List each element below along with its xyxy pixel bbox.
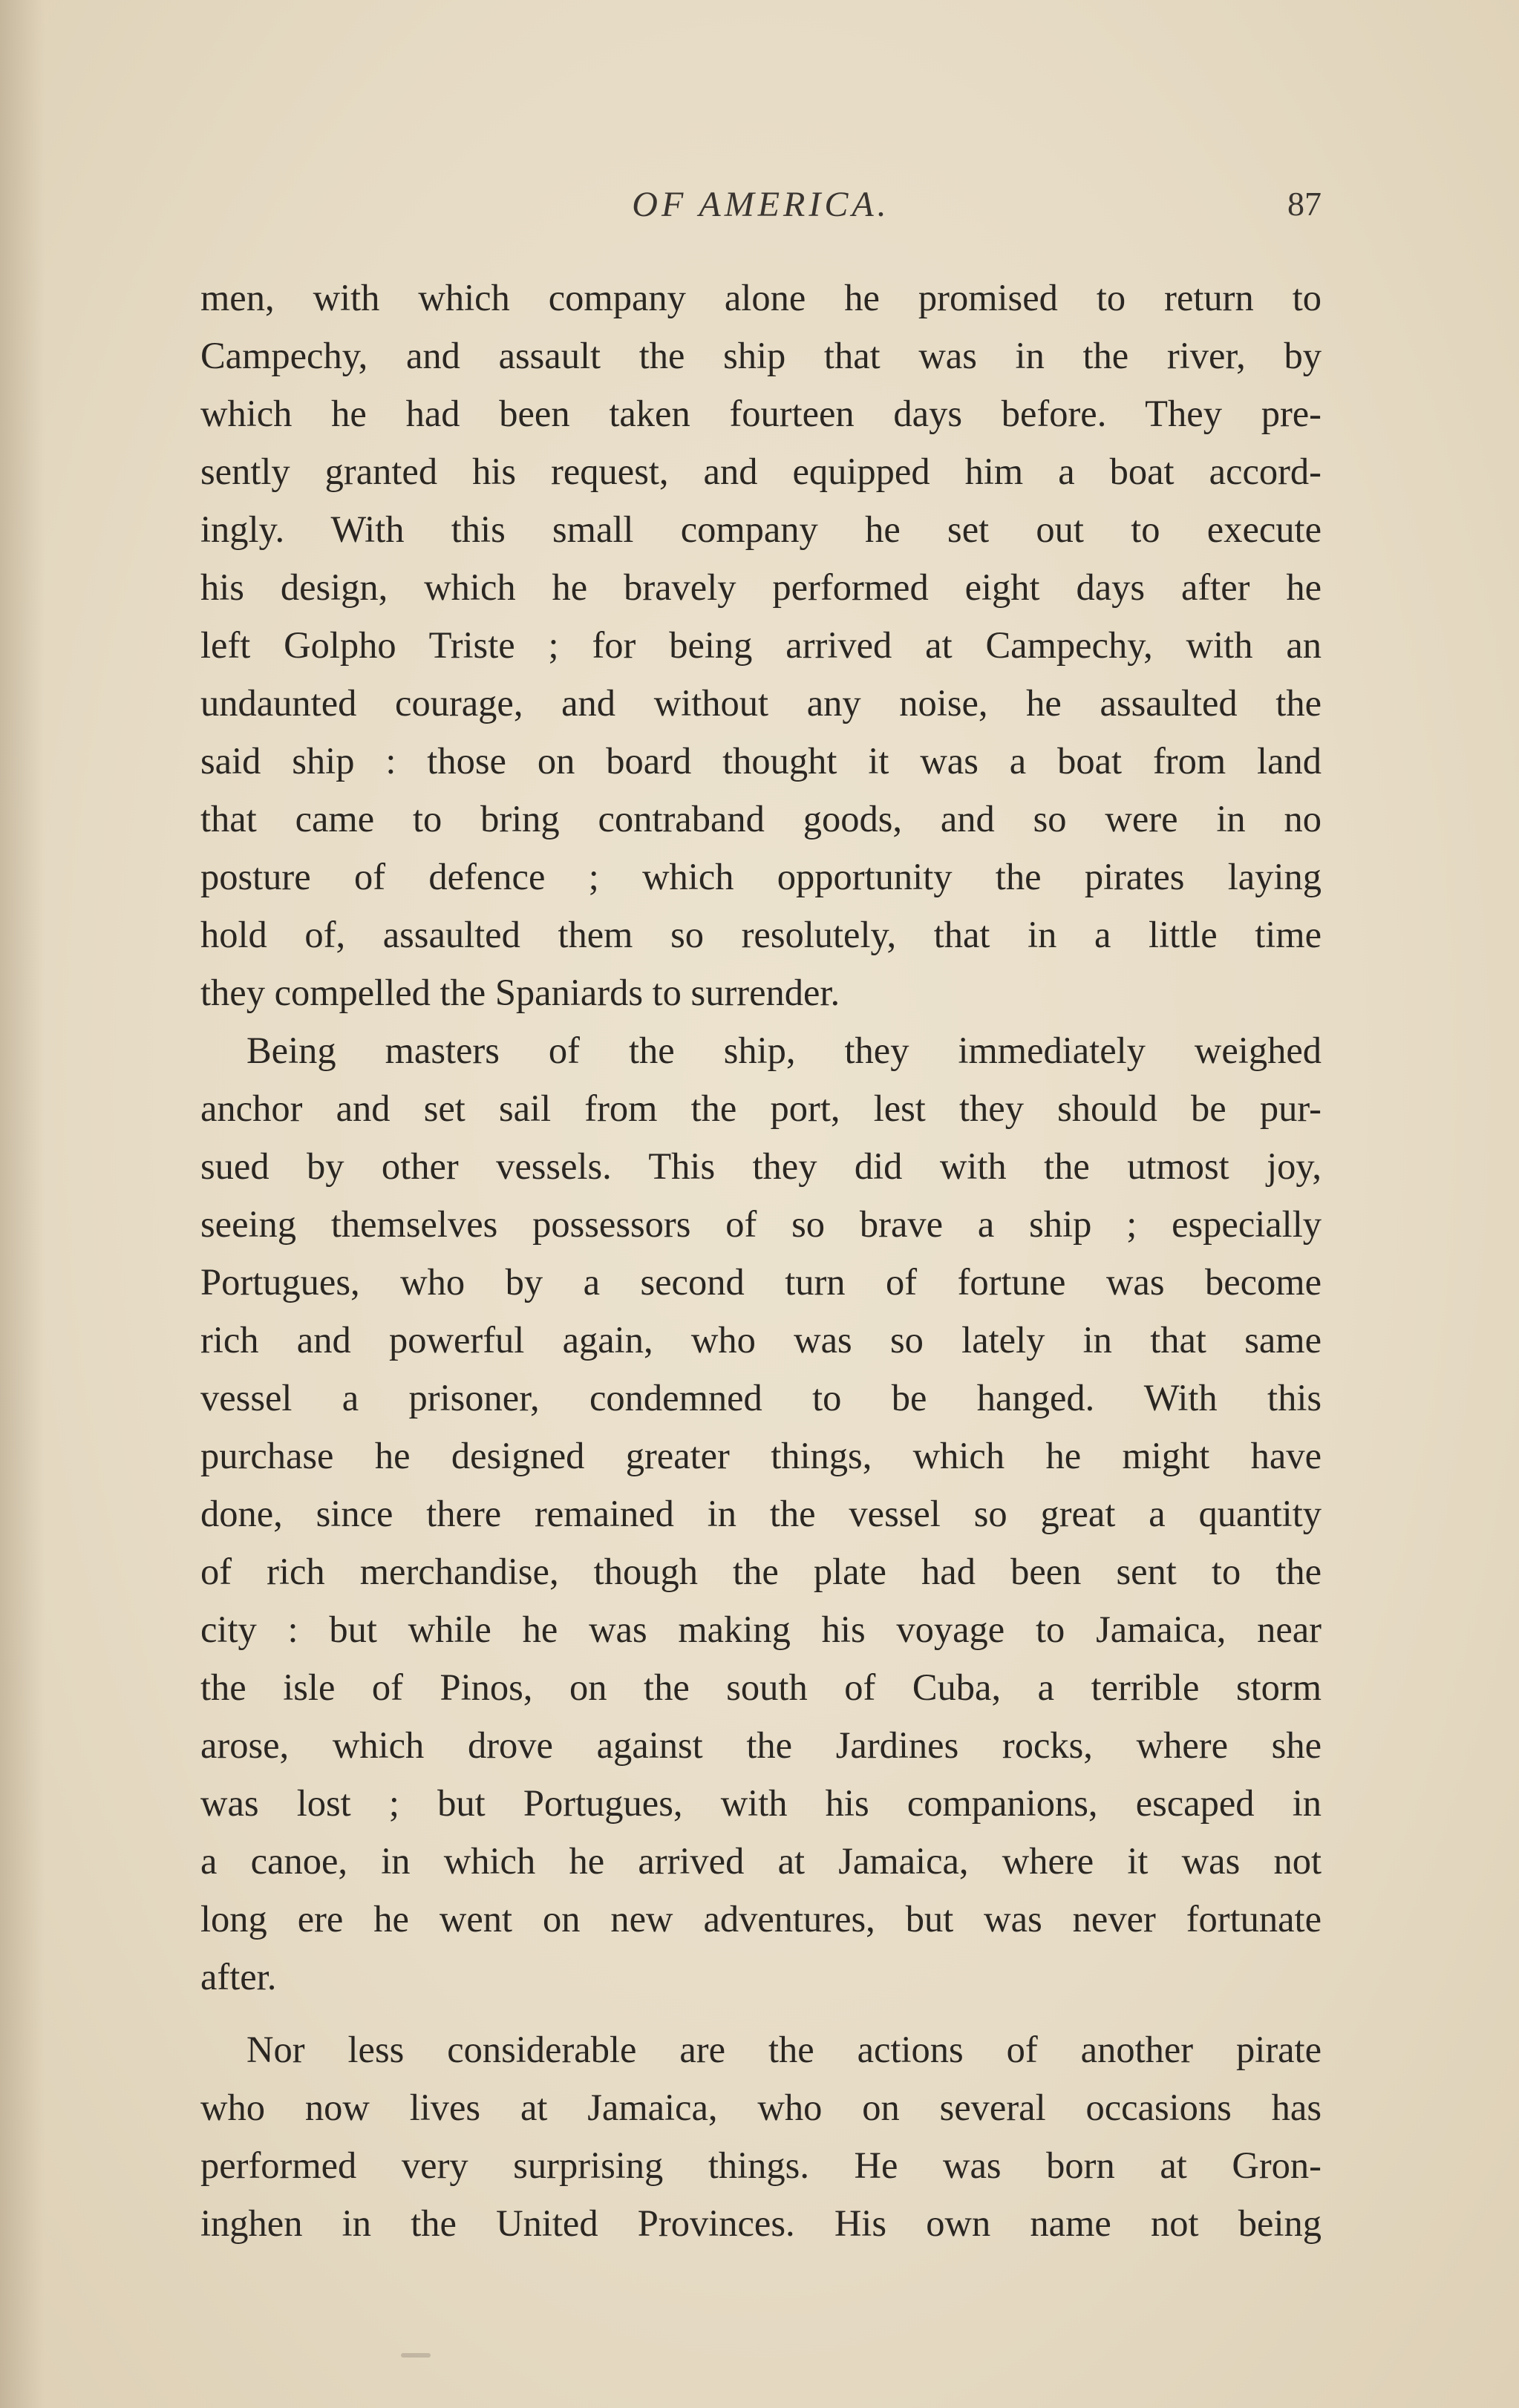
text-line: the isle of Pinos, on the south of Cuba, a terrible storm [200, 1666, 1322, 1708]
text-line: arose, which drove against the Jardines rocks, where she [200, 1724, 1322, 1766]
text-line: seeing themselves possessors of so brave a ship ; especially [200, 1203, 1322, 1245]
text-line: of rich merchandise, though the plate had been sent to the [200, 1551, 1322, 1592]
text-line: they compelled the Spaniards to surrender. [200, 972, 840, 1013]
text-line: which he had been taken fourteen days before. They pre- [200, 393, 1322, 434]
text-line: sently granted his request, and equipped him a boat accord- [200, 451, 1322, 492]
text-line: Campechy, and assault the ship that was in the river, by [200, 335, 1322, 376]
text-line: city : but while he was making his voyage to Jamaica, near [200, 1609, 1322, 1650]
text-line: inghen in the United Provinces. His own name not being [200, 2202, 1322, 2244]
text-line: purchase he designed greater things, which he might have [200, 1435, 1322, 1476]
text-line: Portugues, who by a second turn of fortune was become [200, 1261, 1322, 1303]
text-line: hold of, assaulted them so resolutely, that in a little time [200, 914, 1322, 955]
text-line: undaunted courage, and without any noise, he assaulted the [200, 682, 1322, 724]
text-line: his design, which he bravely performed eight days after he [200, 566, 1322, 608]
paragraph-1 [200, 269, 1322, 1021]
text-line: performed very surprising things. He was born at Gron- [200, 2144, 1322, 2186]
text-line: said ship : those on board thought it was a boat from land [200, 740, 1322, 782]
paragraph-3 [200, 2021, 1322, 2252]
text-line: anchor and set sail from the port, lest they should be pur- [200, 1087, 1322, 1129]
running-head [200, 184, 1322, 236]
text-line: posture of defence ; which opportunity the pirates laying [200, 856, 1322, 897]
ink-smudge [401, 2353, 431, 2358]
page-number: 87 [1287, 185, 1322, 223]
body-text [200, 269, 1322, 2252]
text-line: was lost ; but Portugues, with his companions, escaped in [200, 1782, 1322, 1824]
text-line: that came to bring contraband goods, and so were in no [200, 798, 1322, 840]
text-line: men, with which company alone he promised to return to [200, 277, 1322, 318]
text-line: left Golpho Triste ; for being arrived at Campechy, with an [200, 624, 1322, 666]
text-line: after. [200, 1956, 277, 1998]
text-line: long ere he went on new adventures, but was never fortunate [200, 1898, 1322, 1940]
page-gutter-shadow [0, 0, 45, 2408]
text-line: vessel a prisoner, condemned to be hanged. With this [200, 1377, 1322, 1419]
text-line: Nor less considerable are the actions of another pirate [246, 2029, 1322, 2070]
running-title: OF AMERICA. [632, 185, 890, 224]
paragraph-2 [200, 1021, 1322, 2006]
paragraph-gap [200, 2006, 1322, 2021]
text-line: who now lives at Jamaica, who on several occasions has [200, 2087, 1322, 2128]
text-line: rich and powerful again, who was so lately in that same [200, 1319, 1322, 1361]
text-line: ingly. With this small company he set out to execute [200, 508, 1322, 550]
text-line: Being masters of the ship, they immediately weighed [246, 1030, 1322, 1071]
text-line: done, since there remained in the vessel so great a quantity [200, 1493, 1322, 1534]
text-line: sued by other vessels. This they did with the utmost joy, [200, 1145, 1322, 1187]
text-line: a canoe, in which he arrived at Jamaica, where it was not [200, 1840, 1322, 1882]
